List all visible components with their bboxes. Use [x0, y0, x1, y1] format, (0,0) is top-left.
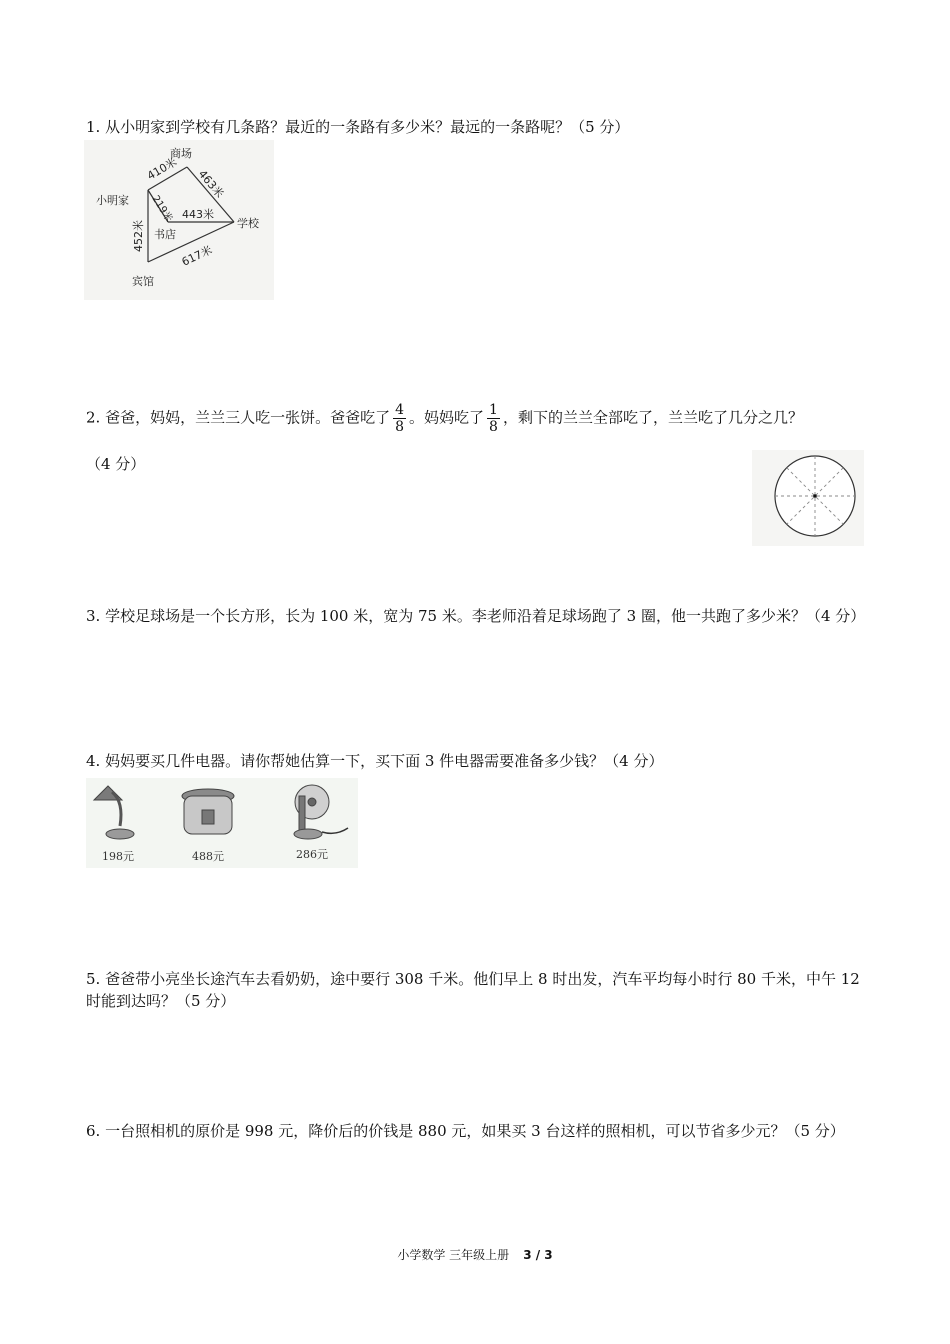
question-1 [86, 116, 866, 138]
appliances-figure [86, 778, 358, 868]
question-5 [86, 968, 866, 1012]
pie-center-dot [813, 494, 817, 498]
question-6-text: 6. 一台照相机的原价是 998 元，降价后的价钱是 880 元，如果买 3 台这样的照相机，可以节省多少元？（5 分） [86, 1122, 845, 1140]
label-bookstore: 书店 [154, 228, 176, 241]
fraction-dad [393, 402, 406, 435]
label-dist-home-bookstore: 219米 [149, 193, 175, 225]
label-mall: 商场 [170, 147, 192, 160]
fraction-mom [487, 402, 500, 435]
fan-price: 286元 [296, 848, 328, 861]
question-6 [86, 1120, 866, 1142]
label-dist-mall-school: 463米 [195, 167, 227, 201]
pie-circle-figure [752, 450, 864, 546]
fraction-mom-numerator: 1 [489, 402, 498, 418]
question-5-text: 5. 爸爸带小亮坐长途汽车去看奶奶，途中要行 308 千米。他们早上 8 时出发，汽车平均每小时行 80 千米，中午 12 时能到达吗？（5 分） [86, 970, 860, 1010]
route-map-figure [84, 140, 274, 300]
page-footer [0, 1246, 950, 1263]
label-dist-bookstore-school: 443米 [182, 208, 214, 221]
fraction-dad-numerator: 4 [395, 402, 405, 418]
footer-title: 小学数学 三年级上册 [397, 1248, 510, 1262]
label-home: 小明家 [96, 194, 129, 207]
fraction-dad-denominator: 8 [395, 419, 405, 435]
question-1-text: 1. 从小明家到学校有几条路？最近的一条路有多少米？最远的一条路呢？（5 分） [86, 118, 630, 136]
rice-cooker-icon [182, 789, 234, 834]
question-3 [86, 605, 866, 627]
label-school: 学校 [237, 217, 259, 230]
question-2-part3: ，剩下的兰兰全部吃了，兰兰吃了几分之几？ [502, 408, 803, 427]
label-dist-home-hotel: 452米 [132, 220, 145, 252]
lamp-price: 198元 [102, 850, 134, 863]
question-2-points: （4 分） [86, 455, 146, 473]
question-2-part1: 2. 爸爸，妈妈，兰兰三人吃一张饼。爸爸吃了 [86, 408, 391, 427]
question-2-part2: 。妈妈吃了 [409, 408, 485, 427]
label-hotel: 宾馆 [132, 275, 154, 288]
question-4-text: 4. 妈妈要买几件电器。请你帮她估算一下，买下面 3 件电器需要准备多少钱？（4 分） [86, 752, 664, 770]
page-number: 3 / 3 [523, 1248, 553, 1262]
question-2 [86, 402, 866, 435]
fraction-mom-denominator: 8 [489, 419, 498, 435]
question-2-line2 [86, 453, 866, 475]
label-dist-hotel-school: 617米 [179, 243, 215, 269]
question-4 [86, 750, 866, 772]
rice-cooker-price: 488元 [192, 850, 224, 863]
label-dist-home-mall: 410米 [145, 155, 180, 183]
question-3-text: 3. 学校足球场是一个长方形，长为 100 米，宽为 75 米。李老师沿着足球场跑了 3 圈，他一共跑了多少米？（4 分） [86, 607, 866, 625]
